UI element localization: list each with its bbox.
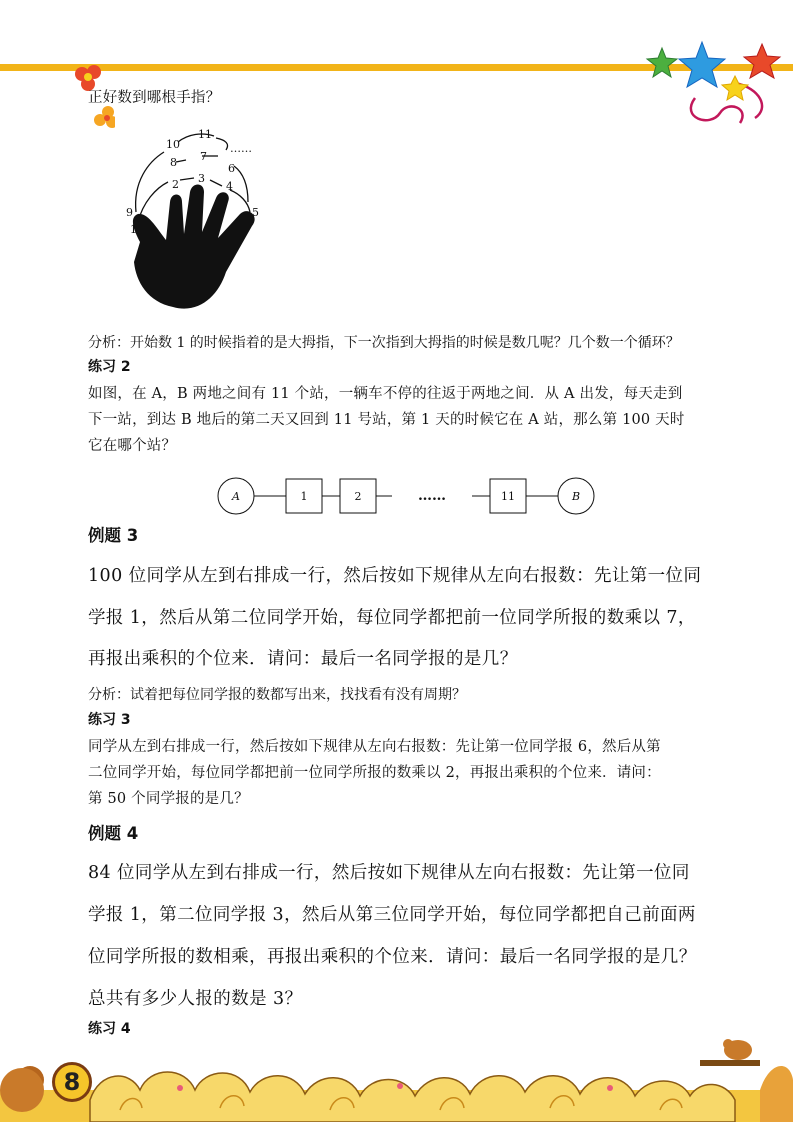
- practice-3-heading: 练习 3: [88, 712, 131, 728]
- practice-2-line: 如图，在 A，B 两地之间有 11 个站，一辆车不停的往返于两地之间．从 A 出发，每天走到: [88, 386, 683, 402]
- practice-2-line: 下一站，到达 B 地后的第二天又回到 11 号站，第 1 天的时候它在 A 站，那么第 100 天时: [88, 412, 685, 428]
- practice-2-line: 它在哪个站？: [88, 438, 177, 454]
- hand-number-9: 9: [126, 206, 133, 219]
- example-3-line: 再报出乘积的个位来．请问：最后一名同学报的是几？: [88, 649, 518, 669]
- practice-3-line: 同学从左到右排成一行，然后按如下规律从左向右报数：先让第一位同学报 6，然后从第: [88, 739, 661, 755]
- example-4-line: 84 位同学从左到右排成一行，然后按如下规律从左向右报数：先让第一位同: [88, 863, 690, 883]
- analysis-3: 分析：试着把每位同学报的数都写出来，找找看有没有周期？: [88, 687, 466, 703]
- example-4-line: 学报 1，第二位同学报 3，然后从第三位同学开始，每位同学都把自己前面两: [88, 905, 696, 925]
- intro-line: 正好数到哪根手指？: [88, 90, 221, 106]
- hand-number-10: 10: [166, 138, 180, 151]
- page-number: 8: [52, 1062, 92, 1102]
- example-4-heading: 例题 4: [88, 824, 139, 843]
- hand-number-7: 7: [200, 150, 207, 163]
- hand-number-6: 6: [228, 162, 235, 175]
- example-3-line: 100 位同学从左到右排成一行，然后按如下规律从左向右报数：先让第一位同: [88, 566, 702, 586]
- hand-number-1: 1: [130, 223, 137, 236]
- analysis-1: 分析：开始数 1 的时候指着的是大拇指，下一次指到大拇指的时候是数几呢？几个数一个循环？: [88, 335, 680, 351]
- example-3-line: 学报 1，然后从第二位同学开始，每位同学都把前一位同学所报的数乘以 7，: [88, 608, 696, 628]
- hand-number-11: 11: [198, 128, 212, 141]
- hand-silhouette: [133, 185, 255, 309]
- example-4-line: 位同学所报的数相乘，再报出乘积的个位来．请问：最后一名同学报的是几？: [88, 947, 697, 967]
- practice-2-heading: 练习 2: [88, 359, 131, 375]
- practice-3-line: 二位同学开始，每位同学都把前一位同学所报的数乘以 2，再报出乘积的个位来．请问：: [88, 765, 661, 781]
- station-2-label: 2: [354, 490, 362, 503]
- hand-number-4: 4: [226, 180, 233, 193]
- hand-number-5: 5: [252, 206, 259, 219]
- practice-3-line: 第 50 个同学报的是几？: [88, 791, 249, 807]
- station-ellipsis: ……: [418, 488, 446, 504]
- hand-number-2: 2: [172, 178, 179, 191]
- hand-counting-figure: [118, 122, 278, 322]
- hand-number-8: 8: [170, 156, 177, 169]
- hand-number-ellipsis: ……: [230, 142, 252, 155]
- bottom-border-decoration-icon: [0, 1030, 793, 1122]
- station-a-label: A: [232, 490, 240, 503]
- station-1-label: 1: [300, 490, 308, 503]
- hand-number-3: 3: [198, 172, 205, 185]
- practice-4-heading: 练习 4: [88, 1021, 131, 1037]
- station-b-label: B: [571, 490, 581, 503]
- example-3-heading: 例题 3: [88, 526, 139, 545]
- station-11-label: 11: [501, 490, 515, 503]
- example-4-line: 总共有多少人报的数是 3？: [88, 989, 303, 1009]
- station-diagram: [216, 476, 598, 518]
- stars-decoration-icon: [640, 38, 790, 133]
